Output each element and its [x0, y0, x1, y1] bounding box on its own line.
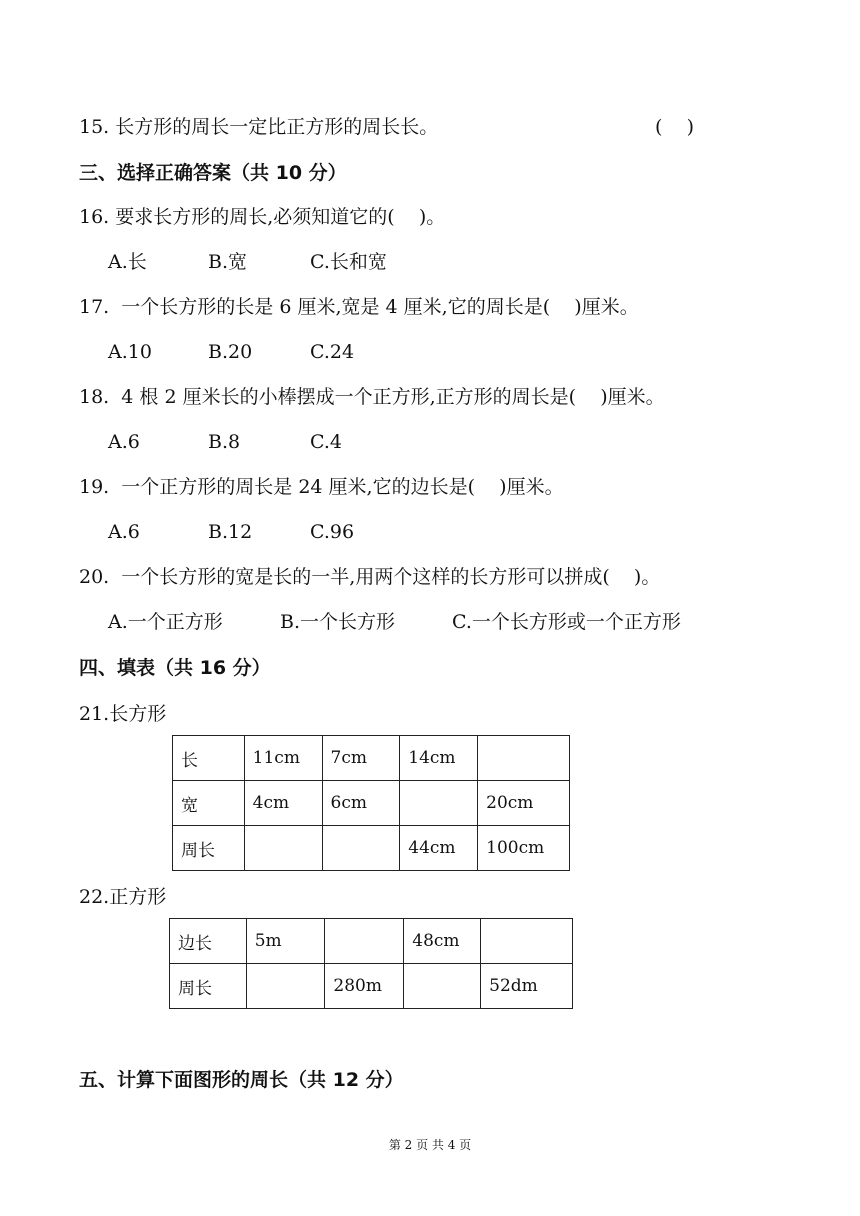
table-cell-blank[interactable]	[404, 964, 481, 1009]
question-20-option-b[interactable]: B.一个长方形	[280, 611, 396, 633]
question-19-option-b[interactable]: B.12	[208, 521, 253, 543]
question-20-option-a[interactable]: A.一个正方形	[108, 611, 223, 633]
question-20-option-c[interactable]: C.一个长方形或一个正方形	[452, 611, 681, 633]
table-cell-blank[interactable]	[481, 919, 573, 964]
table-cell-blank[interactable]	[400, 781, 478, 826]
table-cell-blank[interactable]	[322, 826, 400, 871]
question-18-text: 18. 4 根 2 厘米长的小棒摆成一个正方形,正方形的周长是( )厘米。	[79, 386, 665, 408]
table-cell: 边长	[170, 919, 247, 964]
square-table	[169, 918, 573, 1009]
table-cell: 48cm	[404, 919, 481, 964]
question-15-text: 15. 长方形的周长一定比正方形的周长长。	[79, 116, 439, 138]
question-19-option-c[interactable]: C.96	[310, 521, 355, 543]
table-row	[173, 826, 570, 871]
table-cell: 11cm	[244, 736, 322, 781]
question-19-option-a[interactable]: A.6	[108, 521, 140, 543]
page-number-footer: 第 2 页 共 4 页	[388, 1138, 472, 1152]
table-cell: 280m	[325, 964, 404, 1009]
question-16-option-b[interactable]: B.宽	[208, 251, 248, 273]
question-16-text: 16. 要求长方形的周长,必须知道它的( )。	[79, 206, 446, 228]
section-5-heading: 五、计算下面图形的周长（共 12 分）	[79, 1069, 404, 1091]
table-cell: 14cm	[400, 736, 478, 781]
rectangle-table	[172, 735, 570, 871]
table-cell: 4cm	[244, 781, 322, 826]
table-cell-blank[interactable]	[325, 919, 404, 964]
question-18-option-b[interactable]: B.8	[208, 431, 241, 453]
question-16-option-c[interactable]: C.长和宽	[310, 251, 387, 273]
table-cell: 20cm	[478, 781, 570, 826]
question-15-answer-blank[interactable]: ( )	[655, 116, 694, 138]
section-4-heading: 四、填表（共 16 分）	[79, 657, 271, 679]
question-17-option-c[interactable]: C.24	[310, 341, 355, 363]
question-17-option-a[interactable]: A.10	[108, 341, 152, 363]
table-cell: 52dm	[481, 964, 573, 1009]
question-17-text: 17. 一个长方形的长是 6 厘米,宽是 4 厘米,它的周长是( )厘米。	[79, 296, 639, 318]
table-cell: 长	[173, 736, 245, 781]
table-row	[170, 919, 573, 964]
table-cell: 宽	[173, 781, 245, 826]
question-16-option-a[interactable]: A.长	[108, 251, 147, 273]
table-cell: 5m	[246, 919, 325, 964]
question-17-option-b[interactable]: B.20	[208, 341, 253, 363]
question-20-text: 20. 一个长方形的宽是长的一半,用两个这样的长方形可以拼成( )。	[79, 566, 661, 588]
table-cell: 100cm	[478, 826, 570, 871]
question-18-option-a[interactable]: A.6	[108, 431, 140, 453]
question-21-title: 21.长方形	[79, 703, 167, 725]
table-row	[170, 964, 573, 1009]
question-18-option-c[interactable]: C.4	[310, 431, 342, 453]
table-cell-blank[interactable]	[246, 964, 325, 1009]
question-22-title: 22.正方形	[79, 886, 167, 908]
table-cell: 周长	[173, 826, 245, 871]
table-cell-blank[interactable]	[478, 736, 570, 781]
table-cell: 6cm	[322, 781, 400, 826]
question-19-text: 19. 一个正方形的周长是 24 厘米,它的边长是( )厘米。	[79, 476, 564, 498]
table-row	[173, 736, 570, 781]
table-cell: 7cm	[322, 736, 400, 781]
table-cell: 44cm	[400, 826, 478, 871]
table-row	[173, 781, 570, 826]
table-cell-blank[interactable]	[244, 826, 322, 871]
section-3-heading: 三、选择正确答案（共 10 分）	[79, 162, 347, 184]
table-cell: 周长	[170, 964, 247, 1009]
